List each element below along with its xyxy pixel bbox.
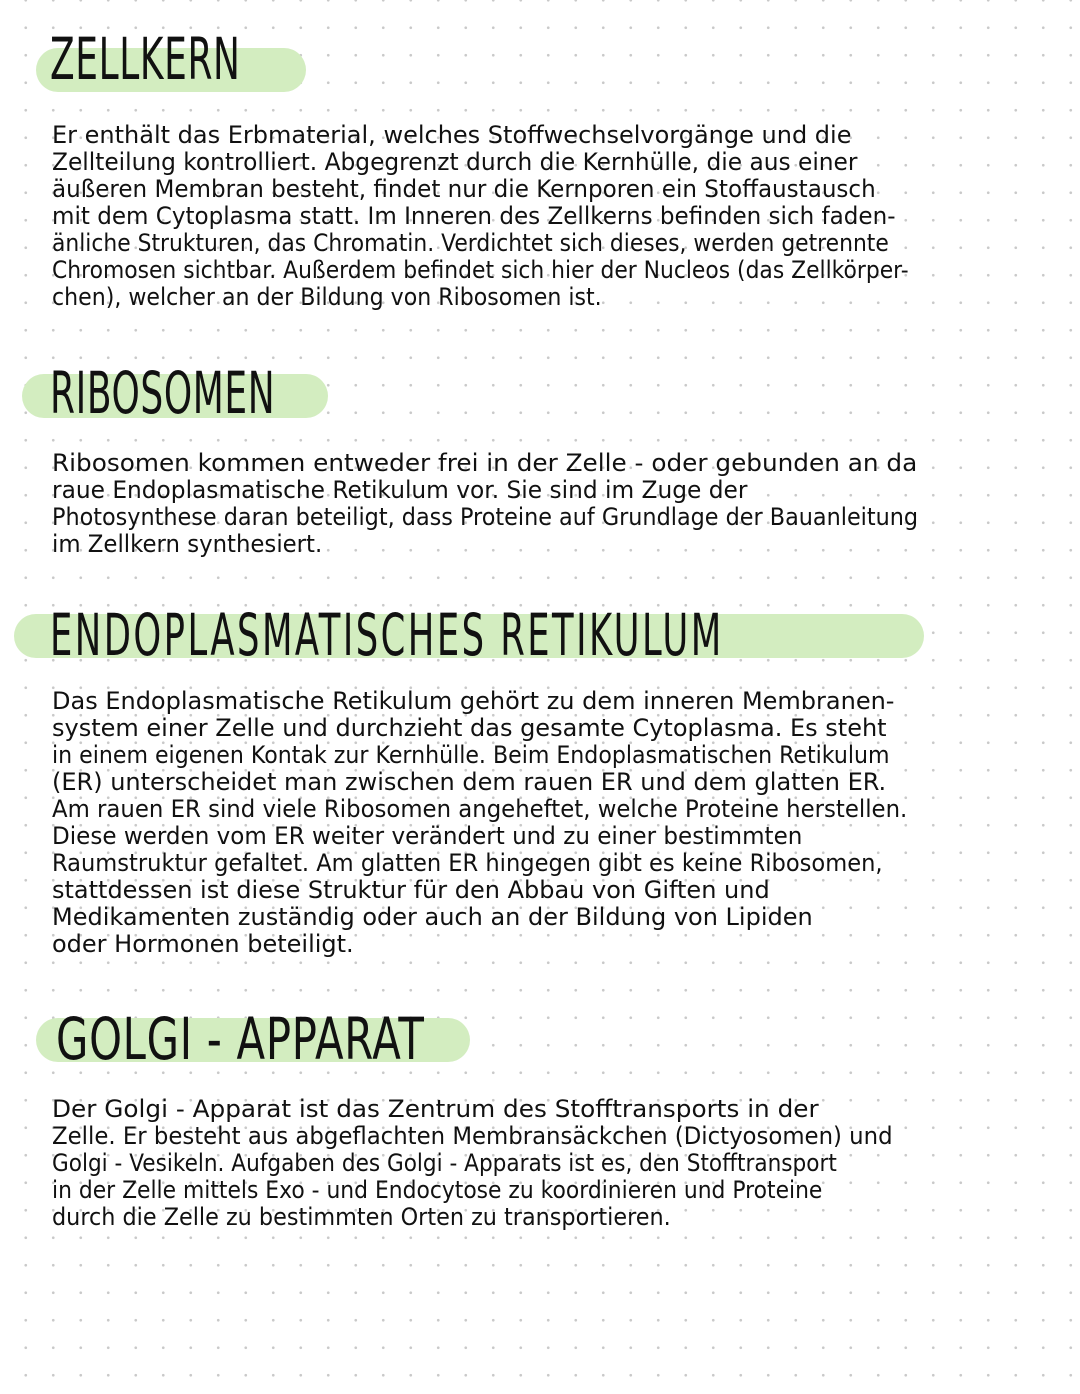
- heading-golgi-apparat: GOLGI - APPARAT: [56, 1005, 425, 1073]
- text-line: Diese werden vom ER weiter verändert und zu einer bestimmten: [52, 822, 803, 850]
- text-line: äußeren Membran besteht, findet nur die Kernporen ein Stoffaustausch: [52, 175, 876, 203]
- text-line: durch die Zelle zu bestimmten Orten zu transportieren.: [52, 1203, 671, 1231]
- paragraph-endoplasmatisches-retikulum: [52, 688, 962, 958]
- text-line: Zelle. Er besteht aus abgeflachten Membransäckchen (Dictyosomen) und: [52, 1122, 893, 1150]
- text-line: Zellteilung kontrolliert. Abgegrenzt durch die Kernhülle, die aus einer: [52, 148, 858, 176]
- paragraph-golgi-apparat: [52, 1096, 937, 1231]
- text-line: chen), welcher an der Bildung von Ribosomen ist.: [52, 283, 602, 311]
- text-line: Medikamenten zuständig oder auch an der Bildung von Lipiden: [52, 903, 813, 931]
- paragraph-ribosomen: [52, 450, 983, 558]
- text-line: im Zellkern synthesiert.: [52, 530, 323, 558]
- text-line: in der Zelle mittels Exo - und Endocytose zu koordinieren und Proteine: [52, 1176, 823, 1204]
- text-line: Am rauen ER sind viele Ribosomen angeheftet, welche Proteine herstellen.: [52, 795, 908, 823]
- text-line: in einem eigenen Kontak zur Kernhülle. Beim Endoplasmatischen Retikulum: [52, 741, 890, 769]
- text-line: system einer Zelle und durchzieht das gesamte Cytoplasma. Es steht: [52, 714, 887, 742]
- text-line: Das Endoplasmatische Retikulum gehört zu dem inneren Membranen-: [52, 687, 895, 715]
- text-line: stattdessen ist diese Struktur für den Abbau von Giften und: [52, 876, 770, 904]
- heading-ribosomen: RIBOSOMEN: [50, 359, 276, 427]
- text-line: Ribosomen kommen entweder frei in der Zelle - oder gebunden an da: [52, 449, 918, 477]
- paragraph-zellkern: [52, 122, 993, 311]
- text-line: raue Endoplasmatische Retikulum vor. Sie sind im Zuge der: [52, 476, 748, 504]
- text-line: Er enthält das Erbmaterial, welches Stoffwechselvorgänge und die: [52, 121, 852, 149]
- heading-zellkern: ZELLKERN: [50, 25, 241, 93]
- text-line: Photosynthese daran beteiligt, dass Proteine auf Grundlage der Bauanleitung: [52, 503, 919, 531]
- text-line: änliche Strukturen, das Chromatin. Verdichtet sich dieses, werden getrennte: [52, 229, 889, 257]
- text-line: Chromosen sichtbar. Außerdem befindet sich hier der Nucleos (das Zellkörper-: [52, 256, 909, 284]
- text-line: (ER) unterscheidet man zwischen dem rauen ER und dem glatten ER.: [52, 768, 887, 796]
- text-line: Raumstruktur gefaltet. Am glatten ER hingegen gibt es keine Ribosomen,: [52, 849, 883, 877]
- text-line: Golgi - Vesikeln. Aufgaben des Golgi - Apparats ist es, den Stofftransport: [52, 1149, 837, 1177]
- text-line: mit dem Cytoplasma statt. Im Inneren des Zellkerns befinden sich faden-: [52, 202, 896, 230]
- text-line: oder Hormonen beteiligt.: [52, 930, 354, 958]
- heading-endoplasmatisches-retikulum: ENDOPLASMATISCHES RETIKULUM: [50, 601, 724, 669]
- text-line: Der Golgi - Apparat ist das Zentrum des Stofftransports in der: [52, 1095, 819, 1123]
